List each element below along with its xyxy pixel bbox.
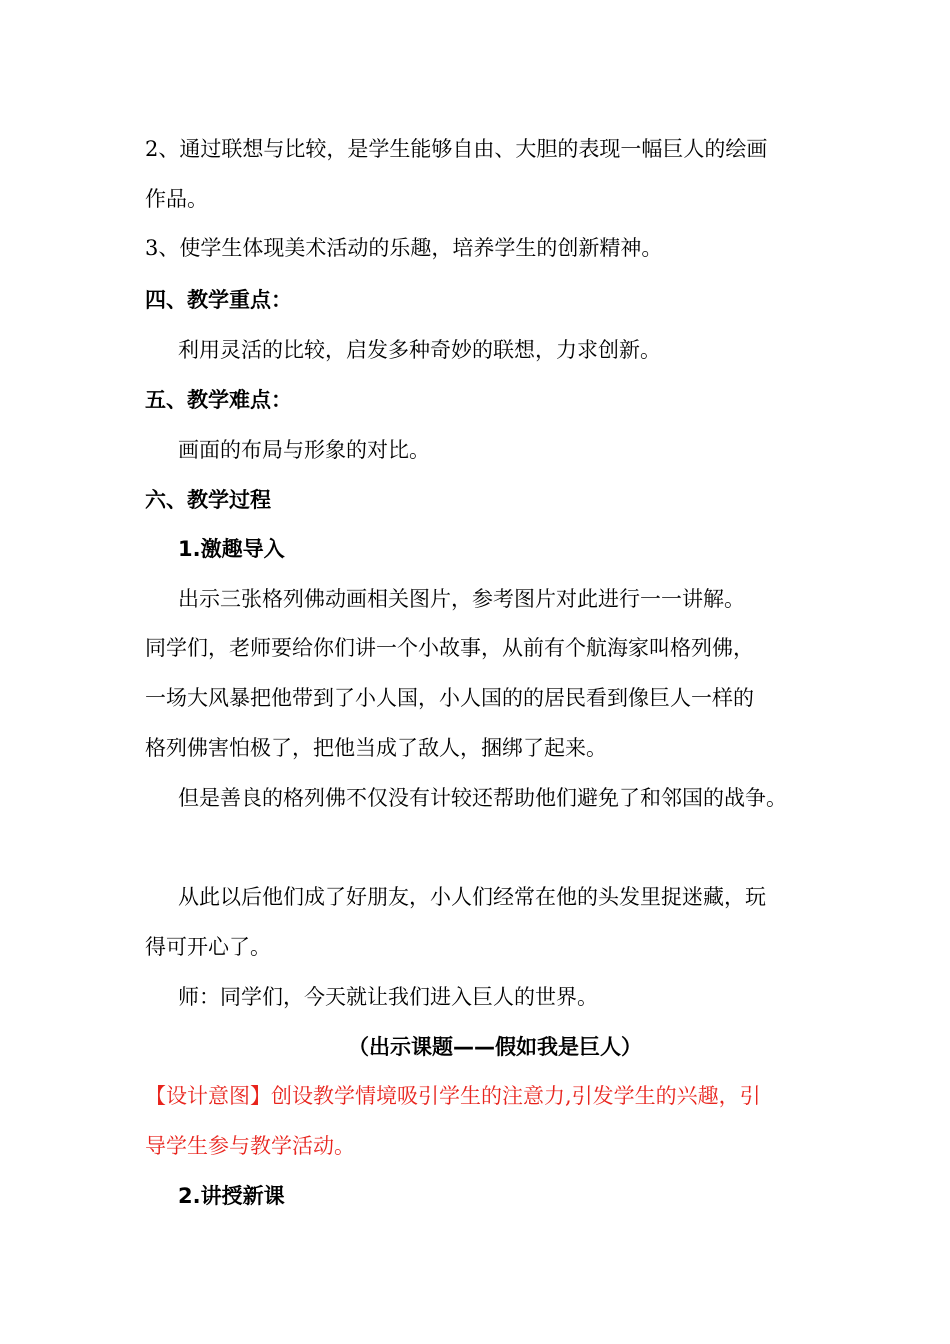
section-heading-difficulties: 五、教学难点： (145, 388, 292, 412)
story-line-1: 同学们，老师要给你们讲一个小故事，从前有个航海家叫格列佛， (145, 636, 754, 660)
difficulties-text: 画面的布局与形象的对比。 (178, 438, 430, 462)
section-heading-key-points: 四、教学重点： (145, 288, 292, 312)
objective-3: 3、使学生体现美术活动的乐趣，培养学生的创新精神。 (145, 236, 663, 260)
teacher-line: 师：同学们，今天就让我们进入巨人的世界。 (178, 985, 598, 1009)
design-intent-line-2: 导学生参与教学活动。 (145, 1134, 355, 1158)
objective-2-line-2: 作品。 (145, 187, 208, 211)
design-intent-line-1: 【设计意图】创设教学情境吸引学生的注意力,引发学生的兴趣，引 (145, 1084, 761, 1108)
intro-paragraph-1: 出示三张格列佛动画相关图片，参考图片对此进行一一讲解。 (178, 587, 745, 611)
story-line-3: 格列佛害怕极了，把他当成了敌人，捆绑了起来。 (145, 736, 607, 760)
subheading-new-lesson: 2.讲授新课 (178, 1184, 285, 1208)
story-line-4: 但是善良的格列佛不仅没有计较还帮助他们避免了和邻国的战争。 (178, 786, 787, 810)
key-points-text: 利用灵活的比较，启发多种奇妙的联想，力求创新。 (178, 338, 661, 362)
story-line-6: 得可开心了。 (145, 935, 271, 959)
story-line-5: 从此以后他们成了好朋友，小人们经常在他的头发里捉迷藏，玩 (178, 885, 766, 909)
subheading-intro: 1.激趣导入 (178, 537, 285, 561)
objective-2-line-1: 2、通过联想与比较，是学生能够自由、大胆的表现一幅巨人的绘画 (145, 137, 768, 161)
lesson-title-line: （出示课题——假如我是巨人） (348, 1035, 642, 1059)
story-line-2: 一场大风暴把他带到了小人国，小人国的的居民看到像巨人一样的 (145, 686, 754, 710)
section-heading-process: 六、教学过程 (145, 488, 271, 512)
